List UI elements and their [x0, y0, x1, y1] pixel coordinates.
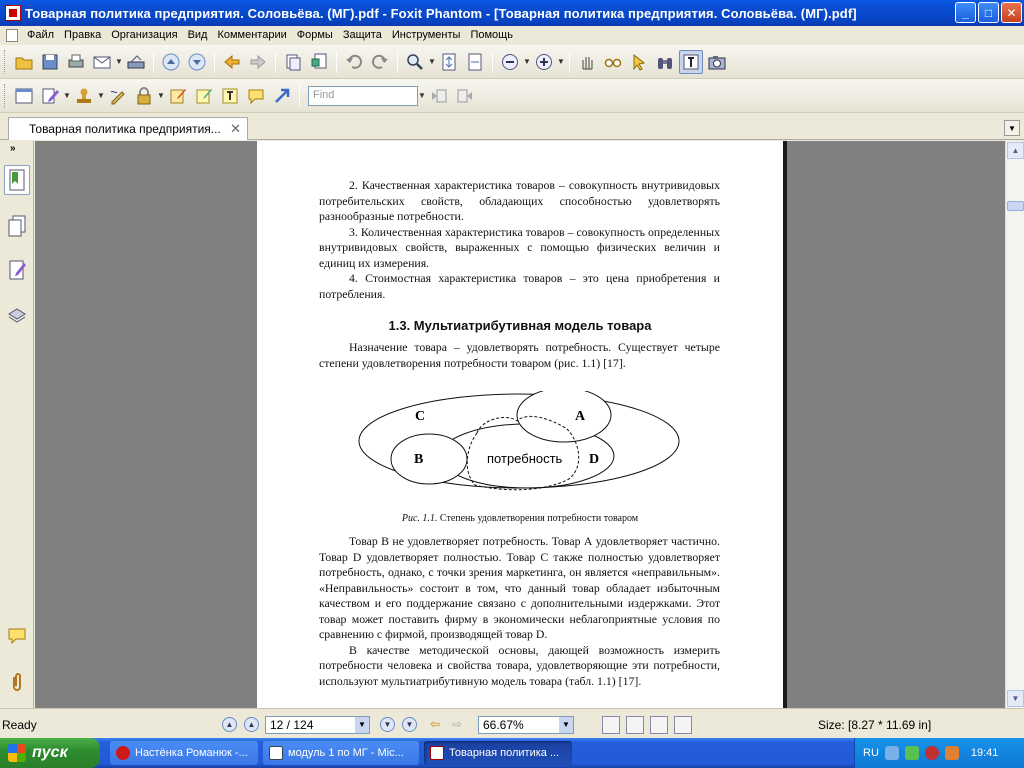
email-icon — [93, 53, 111, 71]
page-up-button[interactable] — [159, 50, 183, 74]
signature-pen-icon — [109, 87, 127, 105]
bookmark-icon — [8, 169, 26, 191]
system-tray — [854, 738, 1024, 768]
snapshot-button[interactable] — [705, 50, 729, 74]
zoom-in-dropdown-icon[interactable]: ▼ — [557, 57, 565, 66]
window-title: Товарная политика предприятия. Соловьёва. (МГ).pdf - Foxit Phantom - [Товарная политика предприятия. Соловьёва. (МГ).pdf] — [25, 5, 857, 21]
section-heading: 1.3. Мультиатрибутивная модель товара — [388, 318, 652, 333]
paragraph-method: В качестве методической основы, дающей возможность измерить потребности человека и свойства товара, удовлетворяющие эти потребности, используют мультиатрибутивную модель товара (табл. 1.1) [17]. — [319, 642, 720, 688]
fit-width-button[interactable] — [463, 50, 487, 74]
magnifier-icon — [406, 53, 424, 71]
last-page-icon[interactable]: ▼ — [402, 717, 417, 732]
start-label: пуск — [32, 744, 68, 761]
attachments-panel-button[interactable] — [4, 667, 30, 697]
minus-circle-icon — [501, 53, 519, 71]
antivirus-icon[interactable] — [925, 746, 939, 760]
bookmarks-panel-button[interactable] — [4, 165, 30, 195]
cursor-arrow-icon — [630, 53, 648, 71]
intro-block — [319, 340, 720, 371]
zoom-tool-button[interactable] — [403, 50, 427, 74]
document-icon[interactable] — [6, 29, 18, 42]
label-need: потребность — [487, 451, 563, 466]
expand-panel-icon[interactable]: » — [10, 143, 16, 154]
label-b: В — [414, 452, 424, 467]
speech-bubble-icon — [247, 87, 265, 105]
page-number-value: 12 / 124 — [270, 718, 314, 732]
plus-circle-icon — [535, 53, 553, 71]
minimize-button[interactable]: _ — [955, 2, 976, 23]
label-a: А — [575, 409, 586, 424]
document-tab-strip — [0, 114, 1024, 140]
note-pencil-icon — [169, 87, 187, 105]
comment-button[interactable] — [244, 84, 268, 108]
textbox-icon — [221, 87, 239, 105]
security-button[interactable] — [132, 84, 156, 108]
back-button[interactable] — [220, 50, 244, 74]
start-button[interactable] — [0, 738, 100, 768]
windows-taskbar — [0, 738, 1024, 768]
highlight-button[interactable] — [192, 84, 216, 108]
pen-document-icon — [41, 87, 59, 105]
taskbar-item-word[interactable] — [263, 741, 419, 765]
folder-icon — [15, 53, 33, 71]
camera-icon — [708, 53, 726, 71]
menu-view[interactable]: Вид — [187, 29, 208, 41]
page-down-button[interactable] — [185, 50, 209, 74]
scroll-down-icon[interactable]: ▼ — [1007, 690, 1024, 707]
network-icon[interactable] — [885, 746, 899, 760]
edit-document-button[interactable] — [38, 84, 62, 108]
first-page-icon[interactable]: ▲ — [222, 717, 237, 732]
taskbar-item-foxit[interactable] — [424, 741, 572, 765]
find-next-icon — [456, 87, 474, 105]
annotation-pen-icon — [8, 259, 26, 281]
paperclip-icon — [8, 671, 26, 693]
figure-caption — [257, 513, 783, 524]
text-select-button[interactable] — [679, 50, 703, 74]
label-c: С — [415, 409, 426, 424]
pages-panel-button[interactable] — [4, 211, 30, 241]
binoculars-icon — [656, 53, 674, 71]
tab-close-icon[interactable]: ✕ — [230, 121, 241, 136]
comment-icon — [8, 626, 26, 646]
document-tab[interactable] — [8, 117, 248, 140]
layers-panel-button[interactable] — [4, 299, 30, 329]
ellipse-b — [391, 434, 467, 484]
safely-remove-icon[interactable] — [905, 746, 919, 760]
diagonal-arrow-icon — [273, 87, 291, 105]
paragraphs-bottom — [319, 534, 720, 689]
select-tool-button[interactable] — [627, 50, 651, 74]
text-cursor-icon — [682, 53, 700, 71]
page-size-label: Size: [8.27 * 11.69 in] — [818, 718, 932, 732]
taskbar-item-opera[interactable] — [110, 741, 258, 765]
next-page-icon[interactable]: ▼ — [380, 717, 395, 732]
facing-view-icon[interactable] — [650, 716, 668, 734]
email-dropdown-icon[interactable]: ▼ — [115, 57, 123, 66]
caption-text: Степень удовлетворения потребности товаром — [437, 513, 639, 524]
window-controls — [955, 2, 1022, 23]
opera-icon — [116, 746, 130, 760]
intro-paragraph: Назначение товара – удовлетворять потребность. Существует четыре степени удовлетворения потребности товаром (рис. 1.1) [17]. — [319, 340, 720, 370]
continuous-facing-view-icon[interactable] — [674, 716, 692, 734]
menu-protect[interactable]: Защита — [342, 29, 382, 41]
menu-comments[interactable]: Комментарии — [217, 29, 287, 41]
textbox-button[interactable] — [218, 84, 242, 108]
scanner-icon — [127, 53, 145, 71]
scroll-thumb[interactable] — [1007, 201, 1024, 211]
document-viewer[interactable] — [35, 141, 1005, 708]
typewriter-button[interactable] — [166, 84, 190, 108]
close-button[interactable]: ✕ — [1001, 2, 1022, 23]
redo-button[interactable] — [368, 50, 392, 74]
page-thumbnails-icon — [8, 215, 26, 237]
paragraph-products: Товар В не удовлетворяет потребность. Товар А удовлетворяет частично. Товар D удовлетворяет полностью. Товар С также полностью удовлетворяет потребность, однако, с точки зрения маркетинга, он является «неправильным». «Неправильность» состоит в том, что данный товар обладает избыточным качеством и его поддержание связано с дополнительными издержками. Этот товар может поставить фирму в экономически неблагоприятные условия по сравнению с фирмой, производящей товар D. — [319, 534, 720, 641]
pages-insert-icon — [310, 53, 328, 71]
forward-button[interactable] — [246, 50, 270, 74]
scan-button[interactable] — [124, 50, 148, 74]
fit-page-icon — [440, 53, 458, 71]
label-d: D — [589, 452, 600, 467]
annotations-panel-button[interactable] — [4, 255, 30, 285]
stamp-dropdown-icon[interactable]: ▼ — [97, 91, 105, 100]
secondary-toolbar — [0, 79, 1024, 113]
language-indicator[interactable]: RU — [863, 747, 879, 759]
hand-tool-button[interactable] — [575, 50, 599, 74]
arrow-down-circle-icon — [188, 53, 206, 71]
binoculars-button[interactable] — [653, 50, 677, 74]
email-button[interactable] — [90, 50, 114, 74]
loupe-tool-button[interactable] — [601, 50, 625, 74]
menu-tools[interactable]: Инструменты — [391, 29, 461, 41]
page-number-field[interactable] — [265, 716, 370, 734]
paragraph-cost: 4. Стоимостная характеристика товаров – это цена приобретения и потребления. — [319, 271, 720, 301]
word-document-icon — [269, 746, 283, 760]
zoom-value: 66.67% — [483, 718, 524, 732]
printer-icon — [67, 53, 85, 71]
sign-button[interactable] — [106, 84, 130, 108]
extract-pages-button[interactable] — [281, 50, 305, 74]
stamp-button[interactable] — [72, 84, 96, 108]
restore-button[interactable]: □ — [978, 2, 999, 23]
menu-file[interactable]: Файл — [27, 29, 55, 41]
layers-icon — [8, 303, 26, 325]
save-icon — [41, 53, 59, 71]
zoom-field-dropdown-icon[interactable]: ▼ — [559, 717, 573, 733]
foxit-app-icon[interactable] — [5, 5, 21, 21]
page-view-icon — [15, 87, 33, 105]
hand-icon — [578, 53, 596, 71]
tab-list-dropdown-icon[interactable]: ▼ — [1004, 120, 1020, 136]
arrow-up-circle-icon — [162, 53, 180, 71]
save-button[interactable] — [38, 50, 62, 74]
arrow-left-icon — [223, 53, 241, 71]
menu-bar — [0, 26, 1024, 44]
status-bar — [0, 708, 1024, 738]
main-toolbar — [0, 45, 1024, 79]
arrow-right-icon — [249, 53, 267, 71]
undo-icon — [345, 53, 363, 71]
previous-view-icon[interactable]: ⇦ — [430, 717, 441, 731]
find-input[interactable]: Find — [308, 86, 418, 106]
arrow-tool-button[interactable] — [270, 84, 294, 108]
clock[interactable]: 19:41 — [970, 747, 999, 759]
pages-icon — [284, 53, 302, 71]
next-view-icon[interactable]: ⇨ — [452, 717, 463, 731]
scroll-up-icon[interactable]: ▲ — [1007, 142, 1024, 159]
paragraph-quality: 2. Качественная характеристика товаров – совокупность внутривидовых потребительских свойств, обладающих способностью удовлетворять разнообразные потребности. — [319, 178, 720, 223]
find-next-button[interactable] — [453, 84, 477, 108]
zoom-in-button[interactable] — [532, 50, 556, 74]
glasses-icon — [604, 53, 622, 71]
previous-page-icon[interactable]: ▲ — [244, 717, 259, 732]
caption-prefix: Рис. 1.1. — [401, 513, 438, 524]
lock-icon — [135, 87, 153, 105]
security-dropdown-icon[interactable]: ▼ — [157, 91, 165, 100]
status-ready: Ready — [2, 718, 37, 732]
find-dropdown-icon[interactable]: ▼ — [418, 91, 426, 100]
stamp-icon — [75, 87, 93, 105]
zoom-dropdown-icon[interactable]: ▼ — [428, 57, 436, 66]
zoom-out-button[interactable] — [498, 50, 522, 74]
navigation-panel — [0, 141, 34, 708]
highlighter-icon — [195, 87, 213, 105]
zoom-out-dropdown-icon[interactable]: ▼ — [523, 57, 531, 66]
paragraph-quantity: 3. Количественная характеристика товаров – совокупность определенных внутривидовых свойств, выраженных с помощью физических величин и единиц их измерения. — [319, 224, 720, 270]
tab-label: Товарная политика предприятия... — [29, 122, 221, 136]
open-button[interactable] — [12, 50, 36, 74]
single-page-view-icon[interactable] — [602, 716, 620, 734]
vertical-scrollbar[interactable] — [1005, 141, 1024, 708]
task-label-opera: Настёнка Романюк -... — [135, 747, 248, 759]
page-dropdown-icon[interactable]: ▼ — [355, 717, 369, 733]
find-previous-button[interactable] — [427, 84, 451, 108]
venn-diagram — [357, 391, 687, 511]
paragraphs-top — [319, 178, 720, 302]
fit-page-button[interactable] — [437, 50, 461, 74]
single-page-button[interactable] — [12, 84, 36, 108]
insert-pages-button[interactable] — [307, 50, 331, 74]
find-prev-icon — [430, 87, 448, 105]
windows-logo-icon — [8, 744, 26, 762]
redo-icon — [371, 53, 389, 71]
task-label-foxit: Товарная политика ... — [449, 747, 560, 759]
print-button[interactable] — [64, 50, 88, 74]
menu-edit[interactable]: Правка — [64, 29, 102, 41]
task-label-word: модуль 1 по МГ - Mic... — [288, 747, 404, 759]
edit-dropdown-icon[interactable]: ▼ — [63, 91, 71, 100]
fit-width-icon — [466, 53, 484, 71]
menu-help[interactable]: Помощь — [470, 29, 513, 41]
foxit-icon — [430, 746, 444, 760]
continuous-view-icon[interactable] — [626, 716, 644, 734]
undo-button[interactable] — [342, 50, 366, 74]
zoom-field[interactable] — [478, 716, 574, 734]
update-icon[interactable] — [945, 746, 959, 760]
menu-organize[interactable]: Организация — [111, 29, 178, 41]
comments-panel-button[interactable] — [4, 621, 30, 651]
menu-forms[interactable]: Формы — [296, 29, 333, 41]
title-bar — [0, 0, 1024, 26]
pdf-page — [257, 141, 787, 708]
